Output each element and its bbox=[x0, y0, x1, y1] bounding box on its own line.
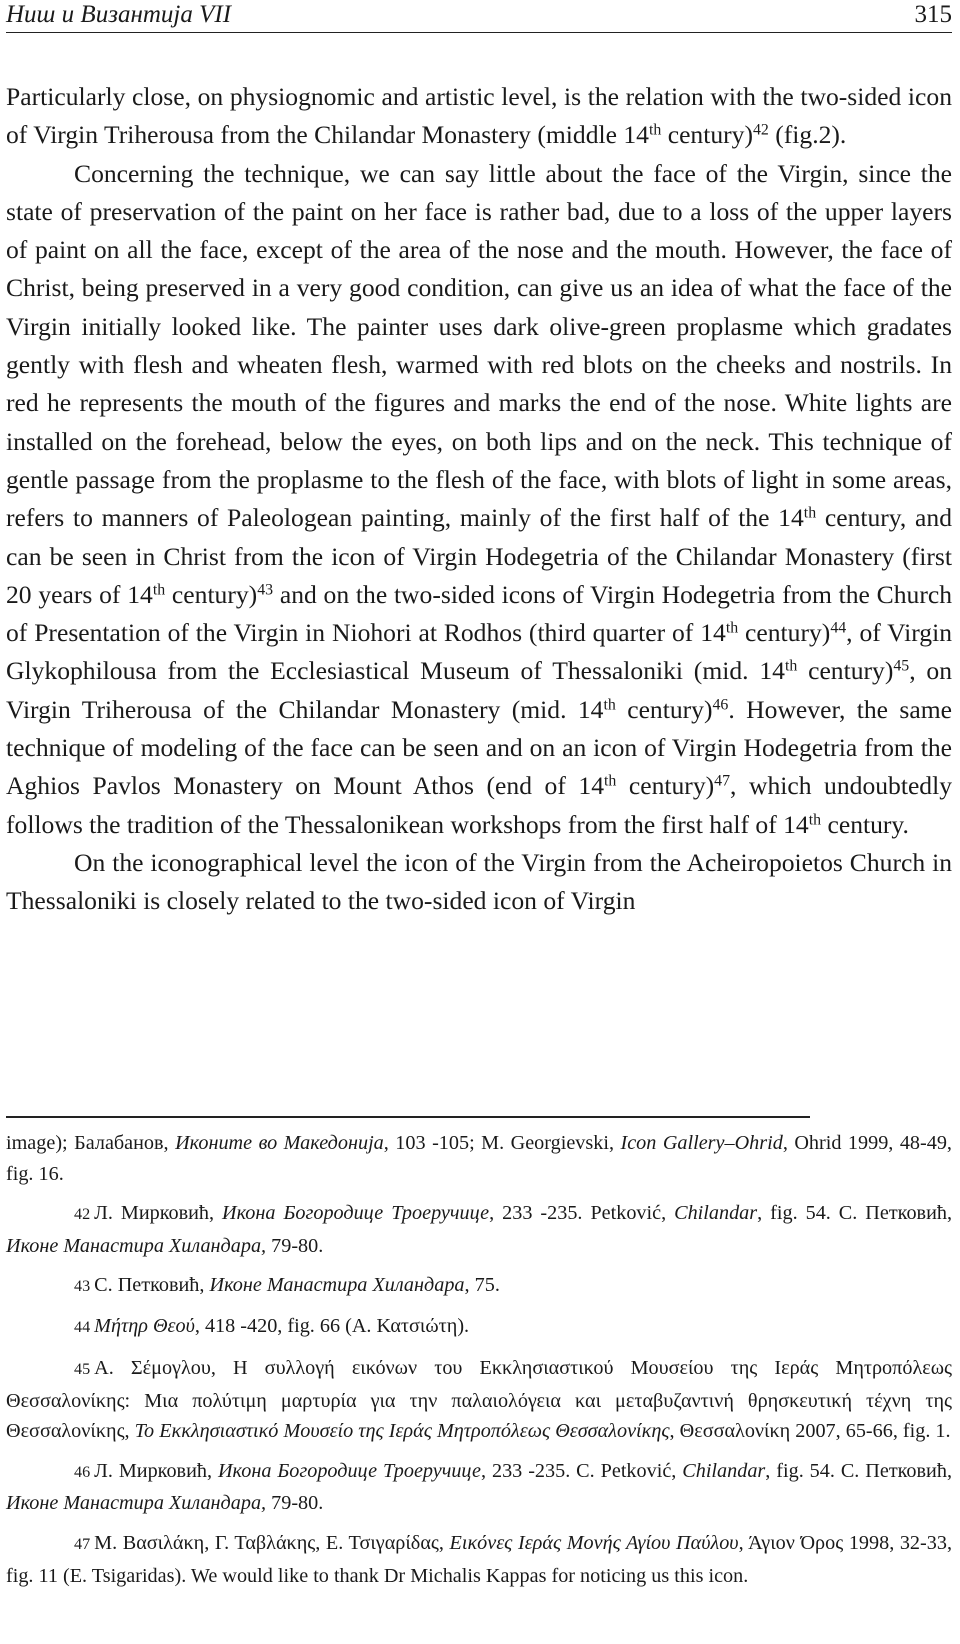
footnote-ref-42: 42 bbox=[752, 121, 769, 139]
footnote-45: 45 Α. Σέμογλου, Η συλλογή εικόνων του Εκκλησιαστικού Μουσείου της Ιεράς Μητροπόλεως Θεσσαλονίκης: Μια πολύτιμη μαρτυρία για την παλαιολόγεια και μεταβυζαντινή θρησκευτική τέχνη της Θεσσαλονίκης, Το Εκκλησιαστικό Μουσείο της Ιεράς Μητροπόλεως Θεσσαλονίκης, Θεσσαλονίκη 2007, 65-66, fig. 1. bbox=[6, 1356, 952, 1443]
footnote-ref-47: 47 bbox=[714, 772, 731, 790]
footnote-ref-45: 45 bbox=[893, 657, 910, 675]
running-header bbox=[6, 0, 952, 30]
footnote-44: 44 Μήτηρ Θεού, 418 -420, fig. 66 (Α. Κατσιώτη). bbox=[74, 1315, 470, 1338]
paragraph-2: Concerning the technique, we can say little about the face of the Virgin, since the state of preservation of the paint on her face is rather bad, due to a loss of the upper layers of paint on all the face, except of the area of the nose and the mouth. However, the face of Christ, being preserved in a very good condition, can give us an idea of what the face of the Virgin initially looked like. The painter uses dark olive-green proplasme which gradates gently with flesh and wheaten flesh, warmed with red blots on the cheeks and nostrils. In red he represents the mouth of the figures and marks the end of the nose. White lights are installed on the forehead, below the eyes, on both lips and on the neck. This technique of gentle passage from the proplasme to the flesh of the face, with blots of light in some areas, refers to manners of Paleologean painting, mainly of the first half of the 14th century, and can be seen in Christ from the icon of Virgin Hodegetria of the Chilandar Monastery (first 20 years of 14th century)$^{43}$ and on the two-sided icons of Virgin Hodegetria from the Church of Presentation of the Virgin in Niohori at Rodhos (third quarter of 14th century)$^{44}$, of Virgin Glykophilousa from the Ecclesiastical Museum of Thessaloniki (mid. 14th century)$^{45}$, on Virgin Triherousa of the Chilandar Monastery (mid. 14th century)$^{46}$. However, the same technique of modeling of the face can be seen and on an icon of Virgin Hodegetria from the Aghios Pavlos Monastery on Mount Athos (end of 14th century)$^{47}$, which undoubtedly follows the tradition of the Thessalonikean workshops from the first half of 14th century. bbox=[6, 158, 953, 839]
footnote-46: 46 Л. Мирковић, Икона Богородице Троеручице, 233 -235. С. Petković, Chilandar, fig. 54. С. Петковић, Иконе Манастира Хиландара, 79-80. bbox=[6, 1459, 952, 1515]
paragraph-1: Particularly close, on physiognomic and artistic level, is the relation with the two-sided icon of Virgin Triherousa from the Chilandar Monastery (middle 14th century)$^{42}$ (fig.2). bbox=[6, 82, 952, 150]
footnote-number: 42 bbox=[74, 1206, 91, 1224]
body-text bbox=[6, 78, 952, 921]
footnote-number: 45 bbox=[74, 1360, 91, 1378]
running-title: Ниш и Византија VII bbox=[6, 1, 232, 28]
header-rule bbox=[6, 32, 952, 33]
page-number: 315 bbox=[914, 1, 952, 28]
footnotes bbox=[6, 1128, 952, 1591]
footnote-continuation: image); Балабанов, Иконите во Македонија, 103 -105; M. Georgievski, Icon Gallery–Ohrid, Ohrid 1999, 48-49, fig. 16. bbox=[6, 1132, 952, 1185]
footnote-ref-43: 43 bbox=[257, 581, 274, 599]
footnote-number: 43 bbox=[74, 1278, 91, 1296]
footnote-number: 46 bbox=[74, 1463, 91, 1481]
footnote-rule bbox=[6, 1116, 810, 1118]
footnote-ref-44: 44 bbox=[830, 619, 847, 637]
footnote-number: 44 bbox=[74, 1319, 91, 1337]
footnote-ref-46: 46 bbox=[712, 696, 729, 714]
footnote-42: 42 Л. Мирковић, Икона Богородице Троеручице, 233 -235. Petković, Chilandar, fig. 54. С. Петковић, Иконе Манастира Хиландара, 79-80. bbox=[6, 1202, 953, 1257]
footnote-43: 43 С. Петковић, Иконе Манастира Хиландара, 75. bbox=[74, 1274, 500, 1297]
footnote-number: 47 bbox=[74, 1535, 91, 1553]
paragraph-3: On the iconographical level the icon of the Virgin from the Acheiropoietos Church in Thessaloniki is closely related to the two-sided icon of Virgin bbox=[6, 847, 952, 916]
footnote-47: 47 Μ. Βασιλάκη, Γ. Ταβλάκης, Ε. Τσιγαρίδας, Εικόνες Ιεράς Μονής Αγίου Παύλου, Άγιον Όρος 1998, 32-33, fig. 11 (E. Tsigaridas). We would like to thank Dr Michalis Kappas for noticing us this icon. bbox=[6, 1531, 952, 1587]
